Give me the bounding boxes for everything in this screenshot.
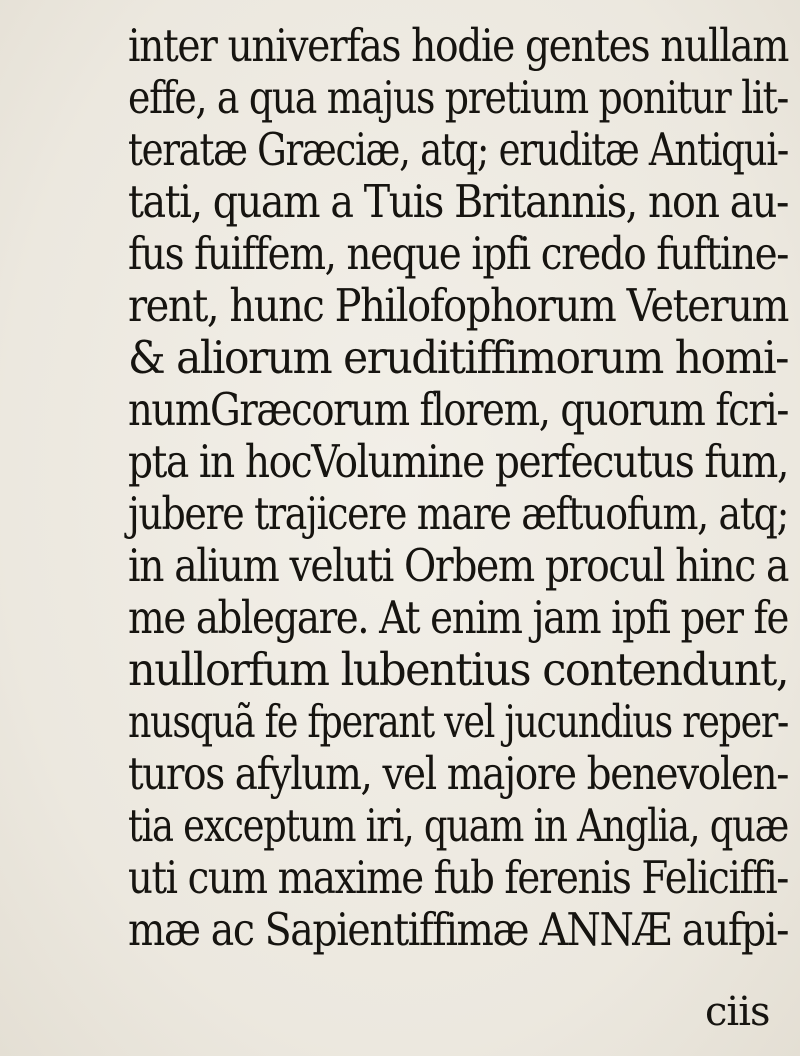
text-line: tati, quam a Tuis Britannis, non au- [128, 175, 788, 228]
text-line: nullorfum lubentius contendunt, [128, 643, 788, 696]
text-line: me ablegare. At enim jam ipfi per fe [128, 591, 788, 644]
text-line: & aliorum eruditiffimorum homi- [128, 331, 788, 384]
text-line: rent, hunc Philofophorum Veterum [128, 279, 788, 332]
text-line: nusquã fe fperant vel jucundius reper- [128, 695, 788, 748]
catchword: ciis [705, 989, 770, 1035]
text-line: jubere trajicere mare æftuofum, atq; [128, 487, 788, 540]
text-line: inter univerfas hodie gentes nullam [128, 19, 788, 72]
text-line: numGræcorum florem, quorum fcri- [128, 383, 788, 436]
text-line: tia exceptum iri, quam in Anglia, quæ [128, 799, 788, 852]
text-line: mæ ac Sapientiffimæ ANNÆ aufpi- [128, 903, 788, 956]
text-line: fus fuiffem, neque ipfi credo fuftine- [128, 227, 788, 280]
text-line: in alium veluti Orbem procul hinc a [128, 539, 788, 592]
text-line: effe, a qua majus pretium ponitur lit- [128, 71, 788, 124]
text-line: turos afylum, vel majore benevolen- [128, 747, 788, 800]
text-line: uti cum maxime fub ferenis Feliciffi- [128, 851, 788, 904]
text-line: pta in hocVolumine perfecutus fum, [128, 435, 788, 488]
text-line: teratæ Græciæ, atq; eruditæ Antiqui- [128, 123, 788, 176]
